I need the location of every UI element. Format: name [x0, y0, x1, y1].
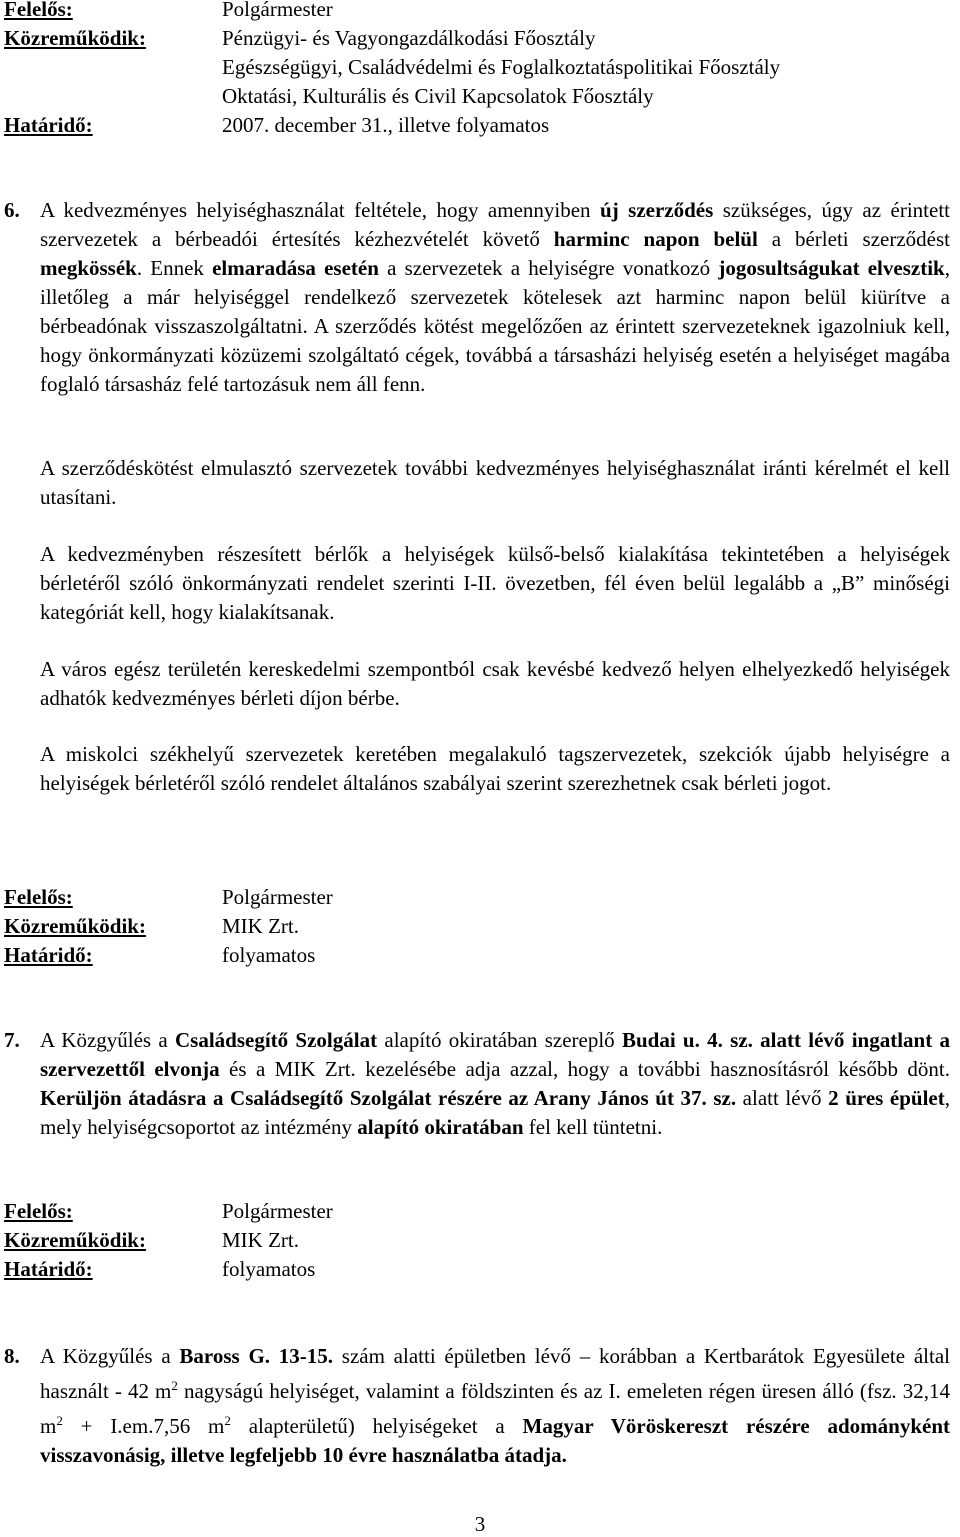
- felelos-value: Polgármester: [222, 0, 333, 21]
- item-8: [4, 1342, 950, 1470]
- item-number: 6.: [4, 198, 20, 222]
- felelos-value: Polgármester: [222, 885, 333, 909]
- kozremukodik-value: Pénzügyi- és Vagyongazdálkodási Főosztály: [222, 26, 596, 50]
- felelos-label: Felelős:: [4, 0, 73, 21]
- responsibility-block-mid: [4, 883, 333, 970]
- kozremukodik-label: Közreműködik:: [4, 914, 146, 938]
- paragraph: A miskolci székhelyű szervezetek keretében megalakuló tagszervezetek, szekciók újabb helyiségre a helyiségek bérletéről szóló rendelet általános szabályai szerint szerezhetnek csak bérleti jogot.: [40, 742, 950, 795]
- kozremukodik-label: Közreműködik:: [4, 26, 146, 50]
- responsibility-block-top: [4, 0, 780, 140]
- hatarido-label: Határidő:: [4, 113, 93, 137]
- item-number: 8.: [4, 1344, 20, 1368]
- hatarido-value: 2007. december 31., illetve folyamatos: [222, 113, 550, 137]
- kozremukodik-value: MIK Zrt.: [222, 914, 299, 938]
- kozremukodik-value: Oktatási, Kulturális és Civil Kapcsolatok Főosztály: [222, 84, 654, 108]
- kozremukodik-value: Egészségügyi, Családvédelmi és Foglalkoztatáspolitikai Főosztály: [222, 55, 781, 79]
- hatarido-label: Határidő:: [4, 943, 93, 967]
- paragraph: A város egész területén kereskedelmi szempontból csak kevésbé kedvező helyen elhelyezkedő helyiségek adhatók kedvezményes bérleti díjon bérbe.: [40, 657, 950, 710]
- kozremukodik-label: Közreműködik:: [4, 1228, 146, 1252]
- hatarido-label: Határidő:: [4, 1257, 93, 1281]
- felelos-value: Polgármester: [222, 1199, 333, 1223]
- item-7: [4, 1026, 950, 1142]
- item-8-text: A Közgyűlés a Baross G. 13-15. szám alatti épületben lévő – korábban a Kertbarátok Egyesülete által használt - 42 $m^2$ nagyságú helyiséget, valamint a földszinten és az I. emeleten régen üresen álló (fsz. 32,14 $m^2 + I.em.7,56$ $m^2$ alapterületű) helyiségeket a Magyar Vöröskereszt részére adományként visszavonásig, illetve legfeljebb 10 évre használatba átadja.: [40, 1344, 951, 1467]
- item-number: 7.: [4, 1028, 20, 1052]
- hatarido-value: folyamatos: [222, 1257, 316, 1281]
- kozremukodik-value: MIK Zrt.: [222, 1228, 299, 1252]
- item-6-text: A kedvezményes helyiséghasználat feltétele, hogy amennyiben új szerződés szükséges, úgy az érintett szervezetek a bérbeadói értesítés kézhezvételét követő harminc napon belül a bérleti szerződést megkössék. Ennek elmaradása esetén a szervezetek a helyiségre vonatkozó jogosultságukat elvesztik, illetőleg a már helyiséggel rendelkező szervezetek kötelesek azt harminc napon belül kiürítve a bérbeadónak visszaszolgáltatni. A szerződés kötést megelőzően az érintett szervezeteknek igazolniuk kell, hogy önkormányzati közüzemi szolgáltató cégek, továbbá a társasházi helyiség esetén a helyiséget magába foglaló társasház felé tartozásuk nem áll fenn.: [40, 198, 950, 396]
- item-6: [4, 196, 950, 399]
- felelos-label: Felelős:: [4, 885, 73, 909]
- item-7-text: A Közgyűlés a Családsegítő Szolgálat alapító okiratában szereplő Budai u. 4. sz. alatt lévő ingatlant a szervezettől elvonja és a MIK Zrt. kezelésébe adja azzal, hogy a további hasznosításról később dönt. Kerüljön átadásra a Családsegítő Szolgálat részére az Arany János út 37. sz. alatt lévő 2 üres épület, mely helyiségcsoportot az intézmény alapító okiratában fel kell tüntetni.: [40, 1028, 950, 1139]
- paragraph: A kedvezményben részesített bérlők a helyiségek külső-belső kialakítása tekintetében a helyiségek bérletéről szóló önkormányzati rendelet szerinti I-II. övezetben, fél éven belül legalább a „B” minőségi kategóriát kell, hogy kialakítsanak.: [40, 542, 950, 624]
- hatarido-value: folyamatos: [222, 943, 316, 967]
- felelos-label: Felelős:: [4, 1199, 73, 1223]
- paragraph: A szerződéskötést elmulasztó szervezetek további kedvezményes helyiséghasználat iránti kérelmét el kell utasítani.: [40, 456, 950, 509]
- page-number: 3: [474, 1512, 486, 1536]
- responsibility-block-bottom: [4, 1197, 333, 1284]
